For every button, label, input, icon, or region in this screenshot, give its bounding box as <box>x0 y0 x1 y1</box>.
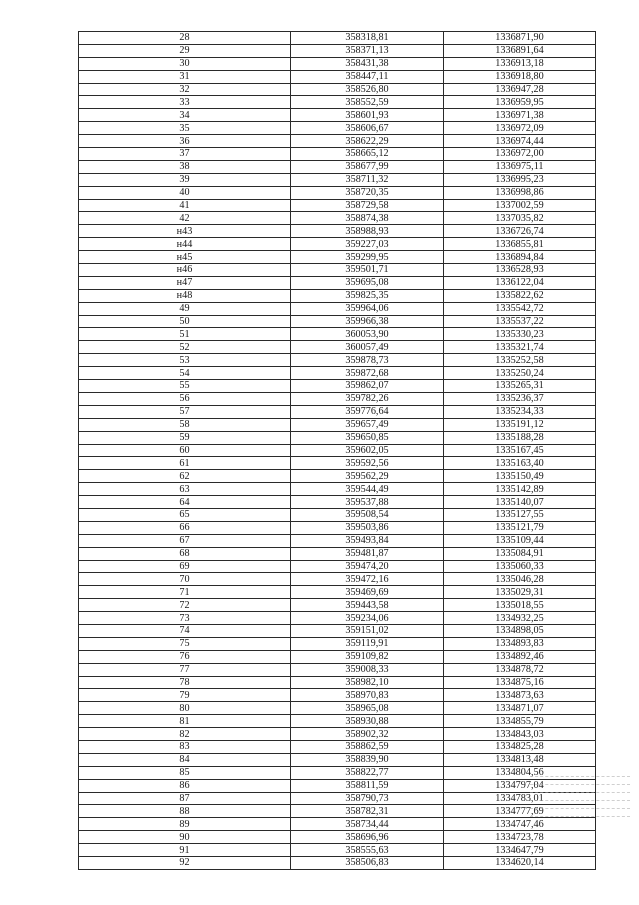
y-coordinate-cell: 1334783,01 <box>444 792 596 805</box>
table-row <box>79 818 596 831</box>
point-number-cell: 76 <box>79 650 291 663</box>
y-coordinate-cell: 1335142,89 <box>444 483 596 496</box>
table-row <box>79 186 596 199</box>
x-coordinate-cell: 358371,13 <box>291 44 444 57</box>
table-row <box>79 740 596 753</box>
point-number-cell: 82 <box>79 728 291 741</box>
point-number-cell: 79 <box>79 689 291 702</box>
point-number-cell: 40 <box>79 186 291 199</box>
y-coordinate-cell: 1334855,79 <box>444 715 596 728</box>
x-coordinate-cell: 358601,93 <box>291 109 444 122</box>
y-coordinate-cell: 1336528,93 <box>444 264 596 277</box>
point-number-cell: 72 <box>79 599 291 612</box>
table-row <box>79 289 596 302</box>
x-coordinate-cell: 359501,71 <box>291 264 444 277</box>
table-row <box>79 857 596 870</box>
point-number-cell: 42 <box>79 212 291 225</box>
y-coordinate-cell: 1336998,86 <box>444 186 596 199</box>
x-coordinate-cell: 359776,64 <box>291 405 444 418</box>
x-coordinate-cell: 358555,63 <box>291 844 444 857</box>
point-number-cell: 86 <box>79 779 291 792</box>
x-coordinate-cell: 359782,26 <box>291 392 444 405</box>
x-coordinate-cell: 358729,58 <box>291 199 444 212</box>
table-row <box>79 83 596 96</box>
y-coordinate-cell: 1337035,82 <box>444 212 596 225</box>
y-coordinate-cell: 1335018,55 <box>444 599 596 612</box>
y-coordinate-cell: 1335252,58 <box>444 354 596 367</box>
y-coordinate-cell: 1334804,56 <box>444 766 596 779</box>
point-number-cell: 41 <box>79 199 291 212</box>
point-number-cell: 54 <box>79 367 291 380</box>
x-coordinate-cell: 358822,77 <box>291 766 444 779</box>
table-row <box>79 483 596 496</box>
point-number-cell: 36 <box>79 135 291 148</box>
table-row <box>79 109 596 122</box>
table-row <box>79 805 596 818</box>
table-row <box>79 702 596 715</box>
x-coordinate-cell: 358665,12 <box>291 148 444 161</box>
x-coordinate-cell: 359469,69 <box>291 586 444 599</box>
x-coordinate-cell: 358506,83 <box>291 857 444 870</box>
point-number-cell: 28 <box>79 32 291 45</box>
y-coordinate-cell: 1336974,44 <box>444 135 596 148</box>
x-coordinate-cell: 358790,73 <box>291 792 444 805</box>
point-number-cell: 78 <box>79 676 291 689</box>
y-coordinate-cell: 1335236,37 <box>444 392 596 405</box>
table-row <box>79 689 596 702</box>
y-coordinate-cell: 1335150,49 <box>444 470 596 483</box>
y-coordinate-cell: 1334893,83 <box>444 637 596 650</box>
point-number-cell: 37 <box>79 148 291 161</box>
y-coordinate-cell: 1336122,04 <box>444 276 596 289</box>
table-row <box>79 496 596 509</box>
y-coordinate-cell: 1334825,28 <box>444 740 596 753</box>
y-coordinate-cell: 1334747,46 <box>444 818 596 831</box>
x-coordinate-cell: 359119,91 <box>291 637 444 650</box>
y-coordinate-cell: 1334878,72 <box>444 663 596 676</box>
y-coordinate-cell: 1334875,16 <box>444 676 596 689</box>
point-number-cell: 77 <box>79 663 291 676</box>
point-number-cell: 29 <box>79 44 291 57</box>
x-coordinate-cell: 359474,20 <box>291 560 444 573</box>
y-coordinate-cell: 1335191,12 <box>444 418 596 431</box>
x-coordinate-cell: 358734,44 <box>291 818 444 831</box>
x-coordinate-cell: 358622,29 <box>291 135 444 148</box>
table-row <box>79 354 596 367</box>
x-coordinate-cell: 359472,16 <box>291 573 444 586</box>
table-row <box>79 650 596 663</box>
y-coordinate-cell: 1335140,07 <box>444 496 596 509</box>
y-coordinate-cell: 1334620,14 <box>444 857 596 870</box>
x-coordinate-cell: 358526,80 <box>291 83 444 96</box>
point-number-cell: 33 <box>79 96 291 109</box>
x-coordinate-cell: 358970,83 <box>291 689 444 702</box>
y-coordinate-cell: 1336959,95 <box>444 96 596 109</box>
y-coordinate-cell: 1335234,33 <box>444 405 596 418</box>
y-coordinate-cell: 1335029,31 <box>444 586 596 599</box>
table-row <box>79 135 596 148</box>
table-row <box>79 302 596 315</box>
point-number-cell: 39 <box>79 173 291 186</box>
y-coordinate-cell: 1335265,31 <box>444 380 596 393</box>
table-row <box>79 844 596 857</box>
table-row <box>79 534 596 547</box>
point-number-cell: 74 <box>79 624 291 637</box>
y-coordinate-cell: 1335121,79 <box>444 521 596 534</box>
y-coordinate-cell: 1334723,78 <box>444 831 596 844</box>
table-row <box>79 728 596 741</box>
table-row <box>79 392 596 405</box>
y-coordinate-cell: 1336971,38 <box>444 109 596 122</box>
y-coordinate-cell: 1336918,80 <box>444 70 596 83</box>
table-row <box>79 792 596 805</box>
y-coordinate-cell: 1335163,40 <box>444 457 596 470</box>
x-coordinate-cell: 359227,03 <box>291 238 444 251</box>
table-row <box>79 44 596 57</box>
table-row <box>79 831 596 844</box>
table-row <box>79 341 596 354</box>
point-number-cell: 61 <box>79 457 291 470</box>
point-number-cell: 50 <box>79 315 291 328</box>
x-coordinate-cell: 359109,82 <box>291 650 444 663</box>
x-coordinate-cell: 358862,59 <box>291 740 444 753</box>
point-number-cell: 88 <box>79 805 291 818</box>
y-coordinate-cell: 1337002,59 <box>444 199 596 212</box>
table-row <box>79 612 596 625</box>
point-number-cell: 87 <box>79 792 291 805</box>
point-number-cell: 67 <box>79 534 291 547</box>
y-coordinate-cell: 1335127,55 <box>444 508 596 521</box>
x-coordinate-cell: 358677,99 <box>291 160 444 173</box>
point-number-cell: 30 <box>79 57 291 70</box>
x-coordinate-cell: 359872,68 <box>291 367 444 380</box>
y-coordinate-cell: 1336995,23 <box>444 173 596 186</box>
table-row <box>79 715 596 728</box>
x-coordinate-cell: 358447,11 <box>291 70 444 83</box>
point-number-cell: 35 <box>79 122 291 135</box>
table-row <box>79 457 596 470</box>
point-number-cell: 89 <box>79 818 291 831</box>
table-row <box>79 753 596 766</box>
y-coordinate-cell: 1336913,18 <box>444 57 596 70</box>
x-coordinate-cell: 359537,88 <box>291 496 444 509</box>
y-coordinate-cell: 1335109,44 <box>444 534 596 547</box>
table-row <box>79 470 596 483</box>
table-row <box>79 521 596 534</box>
point-number-cell: 52 <box>79 341 291 354</box>
point-number-cell: 57 <box>79 405 291 418</box>
x-coordinate-cell: 359503,86 <box>291 521 444 534</box>
y-coordinate-cell: 1336855,81 <box>444 238 596 251</box>
table-row <box>79 264 596 277</box>
x-coordinate-cell: 358696,96 <box>291 831 444 844</box>
point-number-cell: н46 <box>79 264 291 277</box>
y-coordinate-cell: 1336947,28 <box>444 83 596 96</box>
coordinates-table-body <box>79 32 596 870</box>
point-number-cell: 83 <box>79 740 291 753</box>
x-coordinate-cell: 359493,84 <box>291 534 444 547</box>
y-coordinate-cell: 1336891,64 <box>444 44 596 57</box>
point-number-cell: 81 <box>79 715 291 728</box>
table-row <box>79 380 596 393</box>
x-coordinate-cell: 359964,06 <box>291 302 444 315</box>
x-coordinate-cell: 359508,54 <box>291 508 444 521</box>
x-coordinate-cell: 358811,59 <box>291 779 444 792</box>
table-row <box>79 57 596 70</box>
point-number-cell: 55 <box>79 380 291 393</box>
table-row <box>79 637 596 650</box>
point-number-cell: 64 <box>79 496 291 509</box>
y-coordinate-cell: 1334797,04 <box>444 779 596 792</box>
table-row <box>79 70 596 83</box>
y-coordinate-cell: 1334898,05 <box>444 624 596 637</box>
x-coordinate-cell: 360053,90 <box>291 328 444 341</box>
table-row <box>79 367 596 380</box>
point-number-cell: н45 <box>79 251 291 264</box>
point-number-cell: 71 <box>79 586 291 599</box>
y-coordinate-cell: 1335537,22 <box>444 315 596 328</box>
point-number-cell: 31 <box>79 70 291 83</box>
point-number-cell: 91 <box>79 844 291 857</box>
x-coordinate-cell: 358606,67 <box>291 122 444 135</box>
x-coordinate-cell: 358431,38 <box>291 57 444 70</box>
x-coordinate-cell: 359592,56 <box>291 457 444 470</box>
x-coordinate-cell: 359862,07 <box>291 380 444 393</box>
point-number-cell: 65 <box>79 508 291 521</box>
y-coordinate-cell: 1335084,91 <box>444 547 596 560</box>
x-coordinate-cell: 359151,02 <box>291 624 444 637</box>
y-coordinate-cell: 1335542,72 <box>444 302 596 315</box>
y-coordinate-cell: 1334647,79 <box>444 844 596 857</box>
y-coordinate-cell: 1334813,48 <box>444 753 596 766</box>
table-row <box>79 444 596 457</box>
x-coordinate-cell: 359650,85 <box>291 431 444 444</box>
table-row <box>79 418 596 431</box>
y-coordinate-cell: 1334892,46 <box>444 650 596 663</box>
point-number-cell: 92 <box>79 857 291 870</box>
point-number-cell: 53 <box>79 354 291 367</box>
x-coordinate-cell: 358902,32 <box>291 728 444 741</box>
y-coordinate-cell: 1335167,45 <box>444 444 596 457</box>
table-row <box>79 779 596 792</box>
table-row <box>79 276 596 289</box>
y-coordinate-cell: 1336871,90 <box>444 32 596 45</box>
table-row <box>79 405 596 418</box>
point-number-cell: 68 <box>79 547 291 560</box>
point-number-cell: 62 <box>79 470 291 483</box>
x-coordinate-cell: 358988,93 <box>291 225 444 238</box>
point-number-cell: н43 <box>79 225 291 238</box>
point-number-cell: н44 <box>79 238 291 251</box>
table-row <box>79 173 596 186</box>
table-row <box>79 199 596 212</box>
y-coordinate-cell: 1335046,28 <box>444 573 596 586</box>
x-coordinate-cell: 359544,49 <box>291 483 444 496</box>
x-coordinate-cell: 359008,33 <box>291 663 444 676</box>
table-row <box>79 148 596 161</box>
table-row <box>79 251 596 264</box>
point-number-cell: 80 <box>79 702 291 715</box>
x-coordinate-cell: 358552,59 <box>291 96 444 109</box>
point-number-cell: 90 <box>79 831 291 844</box>
y-coordinate-cell: 1335321,74 <box>444 341 596 354</box>
table-row <box>79 676 596 689</box>
y-coordinate-cell: 1335330,23 <box>444 328 596 341</box>
table-row <box>79 431 596 444</box>
point-number-cell: н48 <box>79 289 291 302</box>
table-row <box>79 122 596 135</box>
y-coordinate-cell: 1334871,07 <box>444 702 596 715</box>
x-coordinate-cell: 358782,31 <box>291 805 444 818</box>
x-coordinate-cell: 359878,73 <box>291 354 444 367</box>
x-coordinate-cell: 358839,90 <box>291 753 444 766</box>
point-number-cell: 58 <box>79 418 291 431</box>
x-coordinate-cell: 358720,35 <box>291 186 444 199</box>
table-row <box>79 315 596 328</box>
x-coordinate-cell: 358982,10 <box>291 676 444 689</box>
x-coordinate-cell: 358318,81 <box>291 32 444 45</box>
x-coordinate-cell: 359562,29 <box>291 470 444 483</box>
point-number-cell: 73 <box>79 612 291 625</box>
y-coordinate-cell: 1336972,09 <box>444 122 596 135</box>
y-coordinate-cell: 1335188,28 <box>444 431 596 444</box>
x-coordinate-cell: 359234,06 <box>291 612 444 625</box>
point-number-cell: 34 <box>79 109 291 122</box>
coordinates-table <box>78 31 596 870</box>
point-number-cell: 60 <box>79 444 291 457</box>
table-row <box>79 599 596 612</box>
x-coordinate-cell: 359602,05 <box>291 444 444 457</box>
point-number-cell: 85 <box>79 766 291 779</box>
point-number-cell: 69 <box>79 560 291 573</box>
table-row <box>79 547 596 560</box>
table-row <box>79 328 596 341</box>
point-number-cell: 51 <box>79 328 291 341</box>
x-coordinate-cell: 358874,38 <box>291 212 444 225</box>
point-number-cell: 32 <box>79 83 291 96</box>
x-coordinate-cell: 358711,32 <box>291 173 444 186</box>
table-row <box>79 96 596 109</box>
y-coordinate-cell: 1334932,25 <box>444 612 596 625</box>
y-coordinate-cell: 1334873,63 <box>444 689 596 702</box>
table-row <box>79 663 596 676</box>
point-number-cell: н47 <box>79 276 291 289</box>
table-row <box>79 624 596 637</box>
point-number-cell: 59 <box>79 431 291 444</box>
y-coordinate-cell: 1336975,11 <box>444 160 596 173</box>
table-row <box>79 160 596 173</box>
y-coordinate-cell: 1334843,03 <box>444 728 596 741</box>
x-coordinate-cell: 359443,58 <box>291 599 444 612</box>
x-coordinate-cell: 358965,08 <box>291 702 444 715</box>
point-number-cell: 49 <box>79 302 291 315</box>
point-number-cell: 70 <box>79 573 291 586</box>
y-coordinate-cell: 1335060,33 <box>444 560 596 573</box>
table-row <box>79 225 596 238</box>
y-coordinate-cell: 1336726,74 <box>444 225 596 238</box>
y-coordinate-cell: 1336972,00 <box>444 148 596 161</box>
y-coordinate-cell: 1336894,84 <box>444 251 596 264</box>
y-coordinate-cell: 1335250,24 <box>444 367 596 380</box>
table-row <box>79 508 596 521</box>
y-coordinate-cell: 1334777,69 <box>444 805 596 818</box>
x-coordinate-cell: 358930,88 <box>291 715 444 728</box>
table-row <box>79 212 596 225</box>
table-row <box>79 238 596 251</box>
x-coordinate-cell: 359695,08 <box>291 276 444 289</box>
x-coordinate-cell: 359657,49 <box>291 418 444 431</box>
table-row <box>79 573 596 586</box>
x-coordinate-cell: 359966,38 <box>291 315 444 328</box>
x-coordinate-cell: 359825,35 <box>291 289 444 302</box>
table-row <box>79 766 596 779</box>
table-row <box>79 32 596 45</box>
point-number-cell: 63 <box>79 483 291 496</box>
x-coordinate-cell: 359481,87 <box>291 547 444 560</box>
x-coordinate-cell: 360057,49 <box>291 341 444 354</box>
point-number-cell: 38 <box>79 160 291 173</box>
y-coordinate-cell: 1335822,62 <box>444 289 596 302</box>
point-number-cell: 56 <box>79 392 291 405</box>
point-number-cell: 84 <box>79 753 291 766</box>
table-row <box>79 560 596 573</box>
point-number-cell: 66 <box>79 521 291 534</box>
x-coordinate-cell: 359299,95 <box>291 251 444 264</box>
table-row <box>79 586 596 599</box>
point-number-cell: 75 <box>79 637 291 650</box>
